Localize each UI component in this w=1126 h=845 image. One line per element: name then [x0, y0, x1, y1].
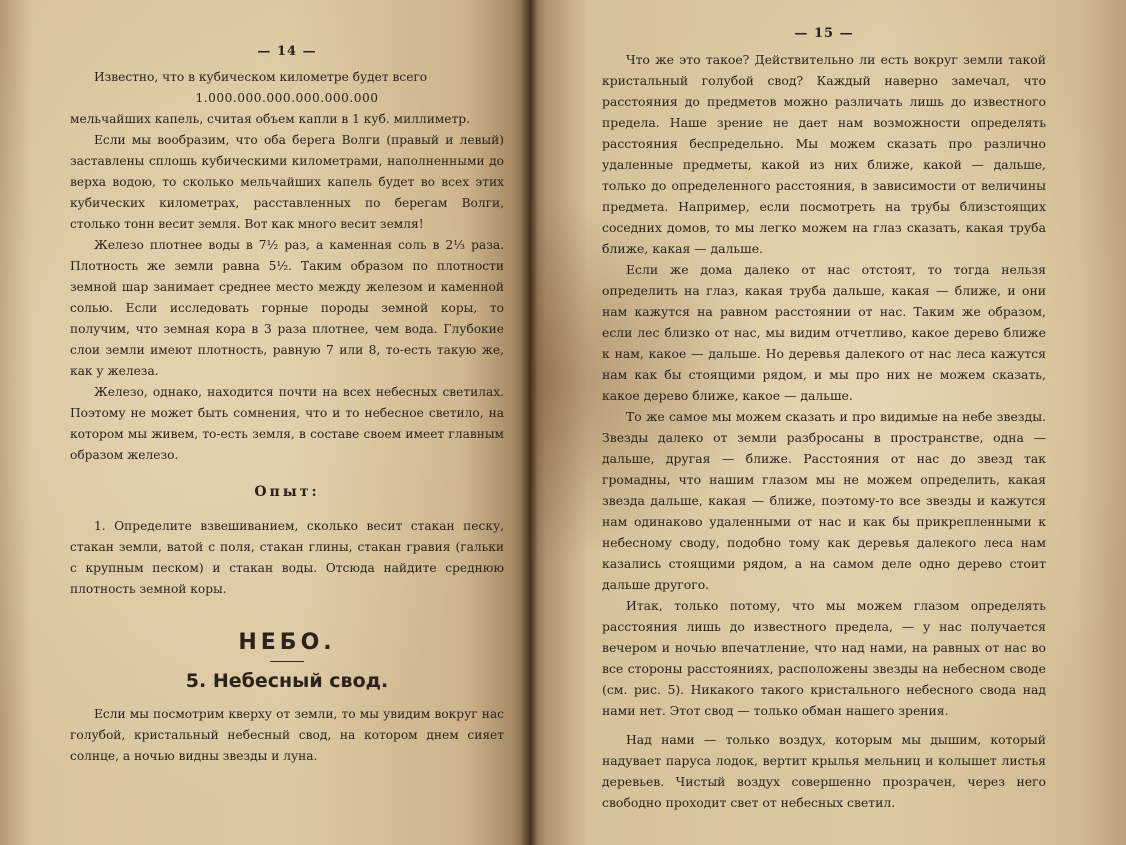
section-title: 5. Небесный свод. [185, 670, 389, 692]
right-page [528, 0, 1126, 845]
paragraph-stars: То же самое мы можем сказать и про видимые на небе звезды. Звезды далеко от земли разбросаны в пространстве, одна — дальше, другая — ближе. Расстояния от нас до звезд так громадны, что нашим глазом мы не можем определить, какая звезда дальше, какая — ближе, поэтому-то все звезды и кажутся нам одинаково удаленными от нас и как бы прикрепленными к небесному своду, подобно тому как деревья далекого леса нам казались стоящими рядом, а на самом деле одно дерево стоит дальше другого. [602, 409, 1046, 592]
left-page [0, 0, 528, 845]
big-number: 1.000.000.000.000.000.000 [195, 91, 379, 105]
paragraph-intro-rest: мельчайших капель, считая объем капли в 1 куб. миллиметр. [70, 112, 470, 126]
experiment-heading: Опыт: [254, 484, 320, 500]
paragraph-intro: Известно, что в кубическом километре будет всего [94, 70, 428, 84]
book-gutter [520, 0, 538, 845]
right-page-number: — 15 — [794, 26, 854, 41]
paragraph-houses-forest: Если же дома далеко от нас отстоят, то тогда нельзя определить на глаз, какая труба дальше, какая — ближе, и они нам кажутся на равном расстоянии от нас. Таким же образом, если лес близко от нас, мы видим отчетливо, какое дерево ближе к нам, какое — дальше. Но деревья далекого от нас леса кажутся нам как бы стоящими рядом, и мы про них не можем сказать, какое дерево ближе, какое — дальше. [602, 262, 1046, 403]
paragraph-iron: Железо, однако, находится почти на всех небесных светилах. Поэтому не может быть сомнения, что и то небесное светило, на котором мы живем, то-есть земля, в составе своем имеет главным образом железо. [70, 385, 504, 462]
paragraph-gap [602, 721, 1046, 729]
paragraph-air: Над нами — только воздух, которым мы дышим, который надувает паруса лодок, вертит крылья мельниц и колышет листья деревьев. Чистый воздух совершенно прозрачен, через него свободно проходит свет от небесных светил. [602, 732, 1046, 810]
paragraph-sky: Если мы посмотрим кверху от земли, то мы увидим вокруг нас голубой, кристальный небесный свод, на котором днем сияет солнце, а ночью видны звезды и луна. [70, 707, 504, 763]
divider-rule [270, 661, 304, 662]
paragraph-density: Железо плотнее воды в 7½ раз, а каменная соль в 2⅓ раза. Плотность же земли равна 5½. Таким образом по плотности земной шар занимает среднее место между железом и каменной солью. Если исследовать горные породы земной коры, то получим, что земная кора в 3 раза плотнее, чем вода. Глубокие слои земли имеют плотность, равную 7 или 8, то-есть такую же, как у железа. [70, 238, 504, 378]
paragraph-illusion: Итак, только потому, что мы можем глазом определять расстояния лишь до известного предела, — у нас получается вечером и ночью впечатление, что над нами, на равных от нас во все стороны расстояниях, расположены звезды на небесном своде (см. рис. 5). Никакого такого кристального небесного свода над нами нет. Этот свод — только обман нашего зрения. [602, 598, 1046, 718]
left-page-number: — 14 — [257, 44, 317, 59]
experiment-text: 1. Определите взвешиванием, сколько весит стакан песку, стакан земли, ватой с поля, стакан глины, стакан гравия (гальки с крупным песком) и стакан воды. Отсюда найдите среднюю плотность земной коры. [70, 519, 504, 596]
paragraph-what-is-it: Что же это такое? Действительно ли есть вокруг земли такой кристальный голубой свод? Каждый наверно замечал, что расстояния до предметов можно различать лишь до известного предела. Наше зрение не дает нам возможности определять расстояния беспредельно. Мы можем сказать про различно удаленные предметы, какой из них ближе, какой — дальше, только до определенного расстояния, в зависимости от величины предмета. Например, если посмотреть на трубы близстоящих соседних домов, то мы легко можем на глаз сказать, какая труба ближе, какая — дальше. [602, 52, 1046, 256]
paragraph-volga: Если мы вообразим, что оба берега Волги (правый и левый) заставлены сплошь кубическими километрами, наполненными до верха водою, то сколько мельчайших капель будет во всех этих кубических километрах, расставленных по берегам Волги, столько тонн весит земля. Вот как много весит земля! [70, 133, 504, 231]
chapter-title: НЕБО. [238, 630, 336, 655]
